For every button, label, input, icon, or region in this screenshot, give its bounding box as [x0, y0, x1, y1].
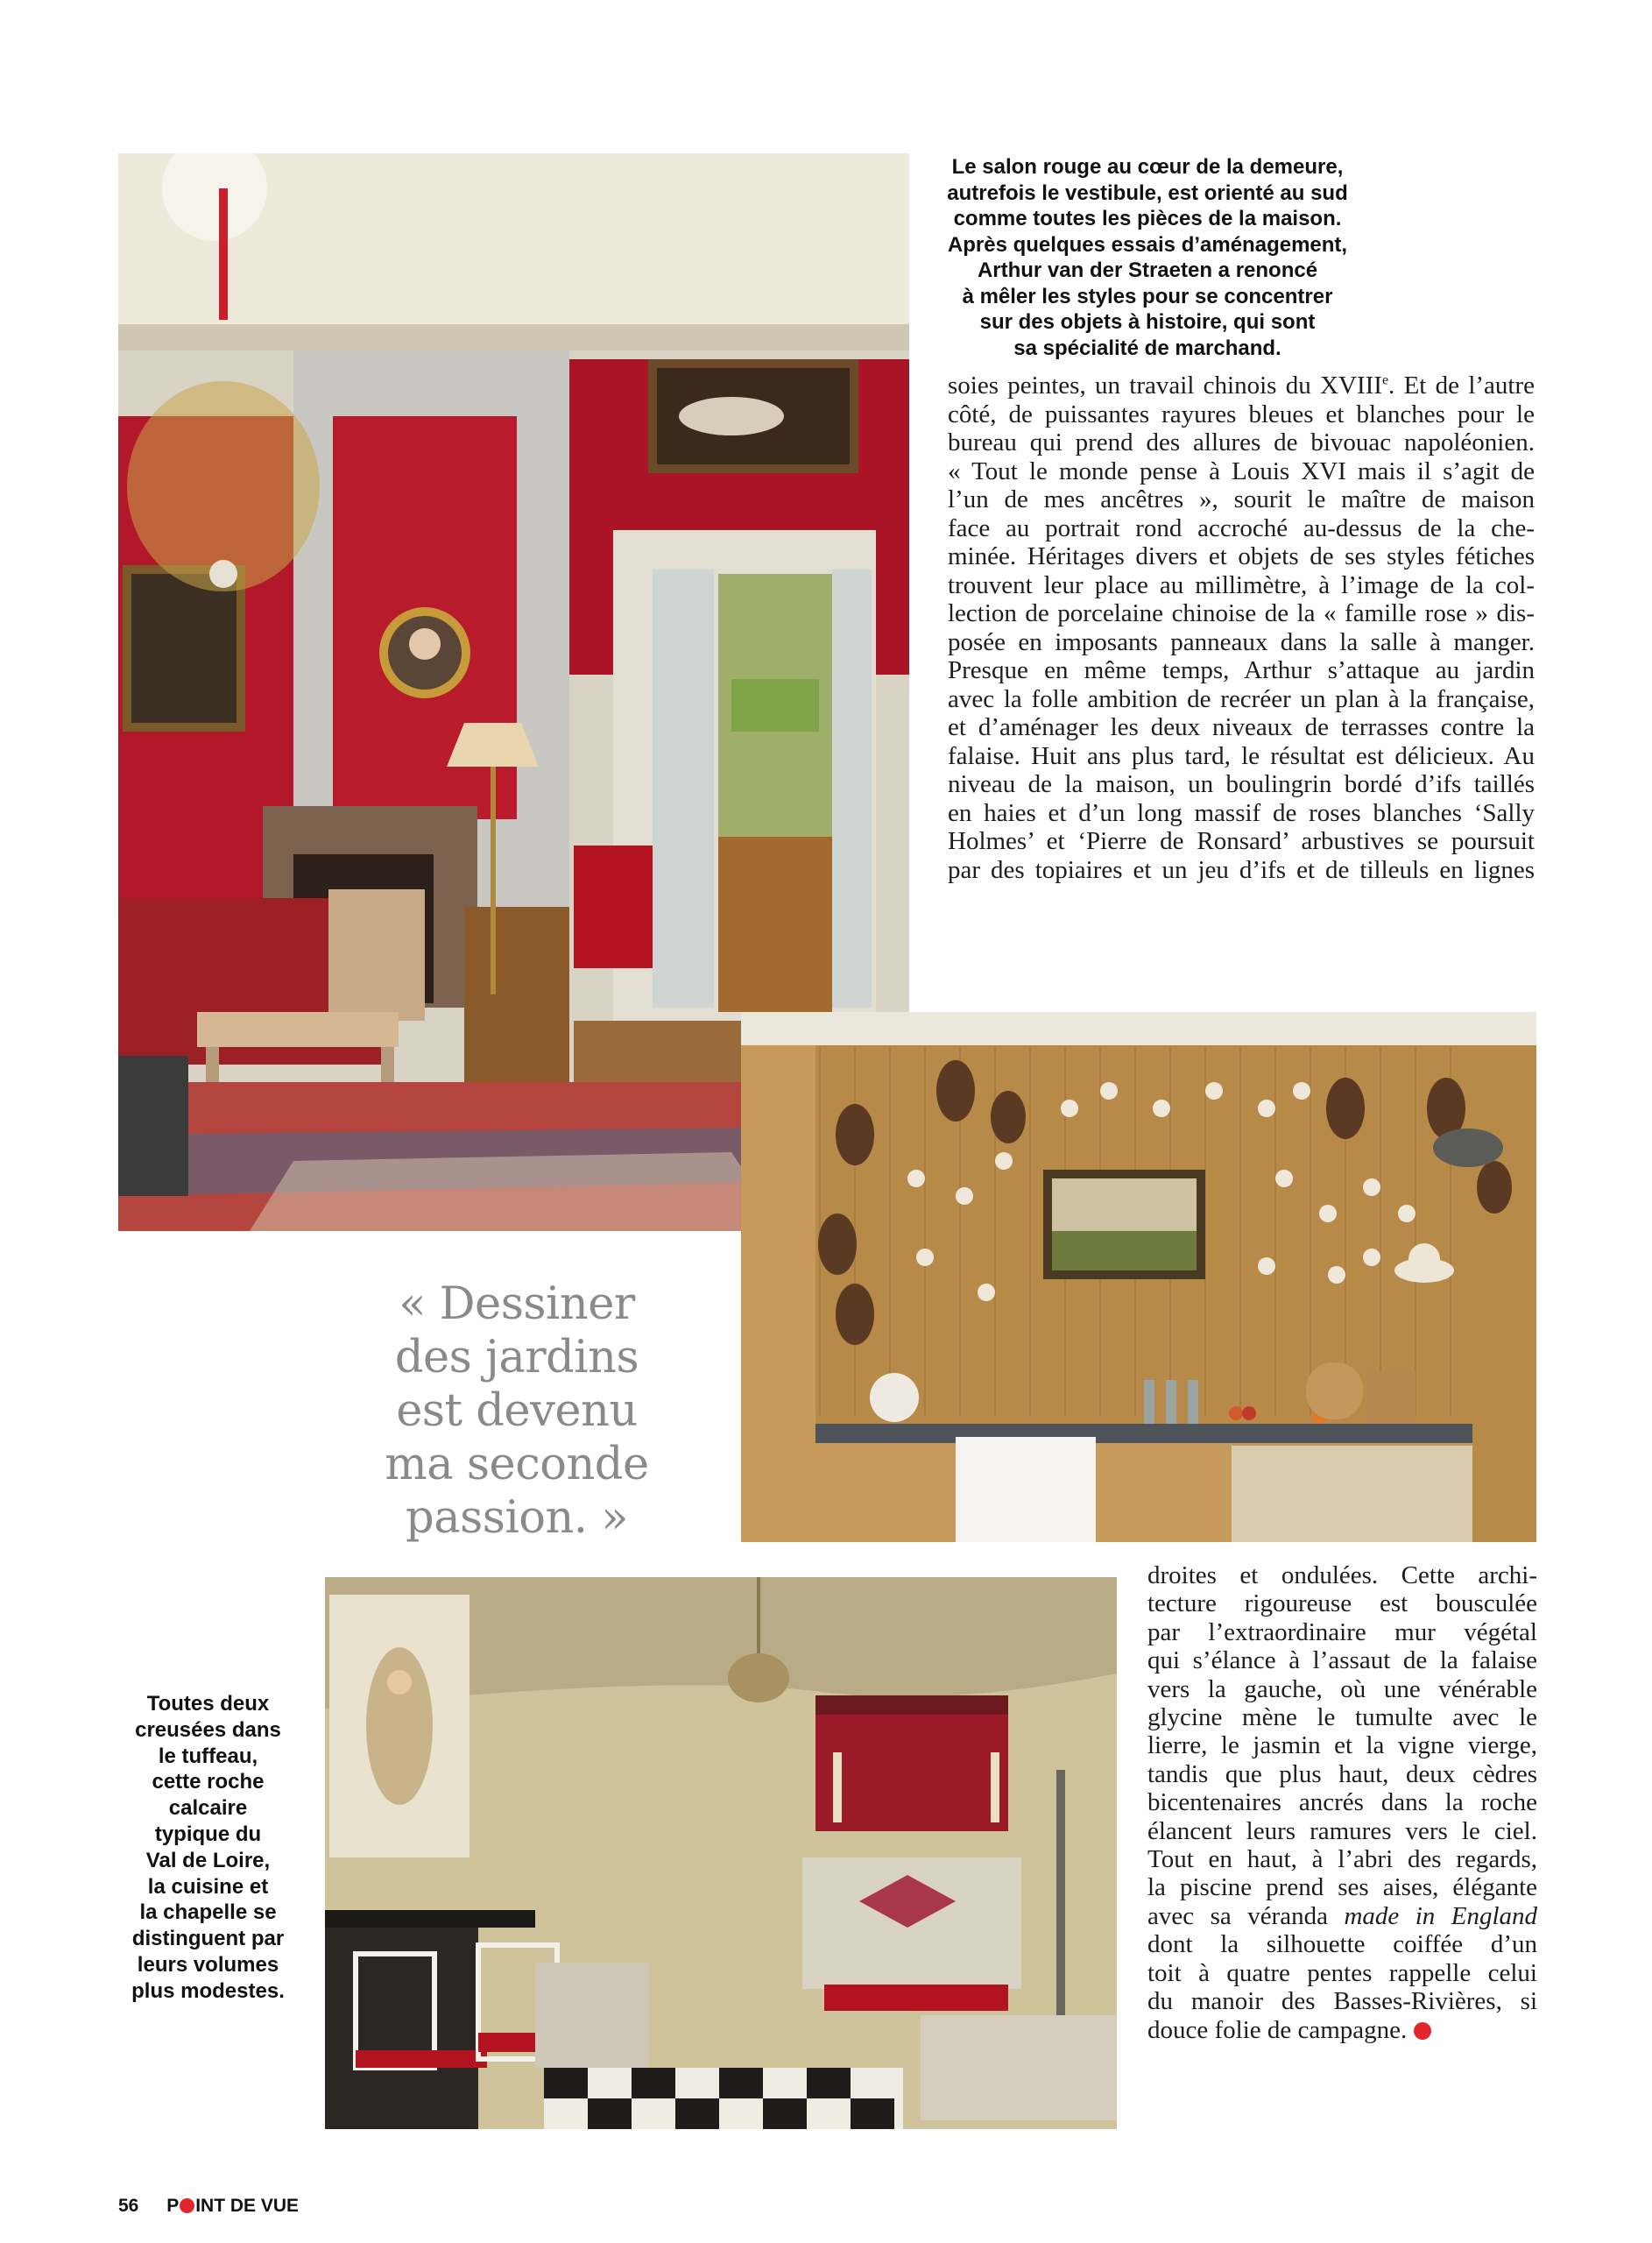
caption-line: calcaire [168, 1796, 248, 1821]
chapel-photo [325, 1577, 1117, 2129]
body-column-1 [948, 371, 1535, 884]
body-line: Holmes’ et ‘Pierre de Ronsard’ arbustives se poursuit [948, 827, 1535, 855]
quote-line: « Dessiner [399, 1278, 635, 1330]
body-line: minée. Héritages divers et objets de ses styles fétiches [948, 542, 1535, 570]
caption-line: Après quelques essais d’aménagement, [947, 232, 1348, 257]
body-line: tandis que plus haut, deux cèdres [1147, 1759, 1537, 1788]
caption-line: creusées dans [135, 1717, 281, 1742]
caption-bottom [109, 1691, 307, 2005]
caption-line: comme toutes les pièces de la maison. [953, 207, 1342, 230]
body-line: toit à quatre pentes rappelle celui [1147, 1958, 1537, 1987]
end-mark-icon [1414, 2022, 1431, 2040]
body-line: posée en imposants panneaux dans la salle à manger. [948, 627, 1535, 656]
body-line: niveau de la maison, un boulingrin bordé d’ifs taillés [948, 770, 1535, 798]
body-line: la piscine prend ses aises, élégante [1147, 1873, 1537, 1902]
body-line: qui s’élance à l’assaut de la falaise [1147, 1646, 1537, 1675]
caption-line: leurs volumes [137, 1952, 279, 1977]
logo-dot-icon [180, 2198, 194, 2213]
body-line: dont la silhouette coiffée d’un [1147, 1930, 1537, 1959]
body-line: trouvent leur place au millimètre, à l’image de la col- [948, 570, 1535, 599]
body-line: l’un de mes ancêtres », sourit le maître de maison [948, 485, 1535, 513]
body-line: droites et ondulées. Cette archi- [1147, 1561, 1537, 1589]
caption-line: la chapelle se [139, 1900, 277, 1925]
body-line: en haies et d’un long massif de roses blanches ‘Sally [948, 798, 1535, 827]
body-line: élancent leurs ramures vers le ciel. [1147, 1816, 1537, 1845]
quote-line: ma seconde [385, 1439, 649, 1490]
body-line: côté, de puissantes rayures bleues et blanches pour le [948, 400, 1535, 428]
caption-line: Le salon rouge au cœur de la demeure, [951, 155, 1344, 179]
page-footer [118, 2196, 299, 2217]
caption-line: sa spécialité de marchand. [1013, 336, 1281, 360]
caption-line: Val de Loire, [145, 1848, 271, 1872]
body-line: glycine mène le tumulte avec le [1147, 1703, 1537, 1732]
caption-line: la cuisine et [147, 1874, 269, 1899]
caption-line: typique du [154, 1822, 262, 1846]
body-line: face au portrait rond accroché au-dessus de la che- [948, 513, 1535, 542]
body-line: Tout en haut, à l’abri des regards, [1147, 1845, 1537, 1874]
caption-line: plus modestes. [131, 1978, 285, 2003]
kitchen-photo [741, 1012, 1536, 1542]
quote-line: des jardins [394, 1332, 639, 1383]
body-line: bicentenaires ancrés dans la roche [1147, 1788, 1537, 1817]
body-line: « Tout le monde pense à Louis XVI mais il s’agit de [948, 456, 1535, 485]
caption-line: cette roche [152, 1770, 265, 1794]
caption-line: le tuffeau, [158, 1744, 258, 1768]
body-line: vers la gauche, où une vénérable [1147, 1674, 1537, 1703]
body-line: Presque en même temps, Arthur s’attaque au jardin [948, 656, 1535, 684]
quote-line: est devenu [396, 1385, 638, 1437]
italic-phrase: made in England [1344, 1901, 1537, 1930]
body-column-2 [1147, 1561, 1537, 2044]
caption-line: autrefois le vestibule, est orienté au sud [947, 180, 1348, 205]
body-line: par l’extraordinaire mur végétal [1147, 1617, 1537, 1646]
body-line: du manoir des Basses-Rivières, si [1147, 1987, 1537, 2016]
body-line: lection de porcelaine chinoise de la « famille rose » dis- [948, 599, 1535, 627]
body-line: tecture rigoureuse est bousculée [1147, 1589, 1537, 1618]
body-line: lierre, le jasmin et la vigne vierge, [1147, 1731, 1537, 1760]
page-number: 56 [118, 2196, 139, 2216]
caption-top [928, 154, 1366, 361]
body-line: et d’aménager les deux niveaux de terrasses contre la [948, 713, 1535, 741]
quote-line: passion. » [406, 1492, 628, 1544]
body-line: falaise. Huit ans plus tard, le résultat est délicieux. Au [948, 741, 1535, 770]
caption-line: Arthur van der Straeten a renoncé [977, 258, 1318, 282]
magazine-logo: P INT DE VUE [166, 2196, 300, 2216]
body-line: soies peintes, un travail chinois du XVIIIe. Et de l’autre [948, 371, 1535, 400]
body-line: douce folie de campagne. [1147, 2016, 1537, 2044]
caption-line: Toutes deux [146, 1692, 270, 1716]
body-line: avec la folle ambition de recréer un plan à la française, [948, 684, 1535, 713]
body-line: par des topiaires et un jeu d’ifs et de tilleuls en lignes [948, 855, 1535, 884]
caption-line: à mêler les styles pour se concentrer [962, 284, 1333, 308]
pull-quote [324, 1277, 710, 1545]
body-line: avec sa véranda made in England [1147, 1901, 1537, 1930]
caption-line: sur des objets à histoire, qui sont [979, 310, 1316, 334]
body-line: bureau qui prend des allures de bivouac napoléonien. [948, 428, 1535, 456]
caption-line: distinguent par [131, 1927, 285, 1951]
